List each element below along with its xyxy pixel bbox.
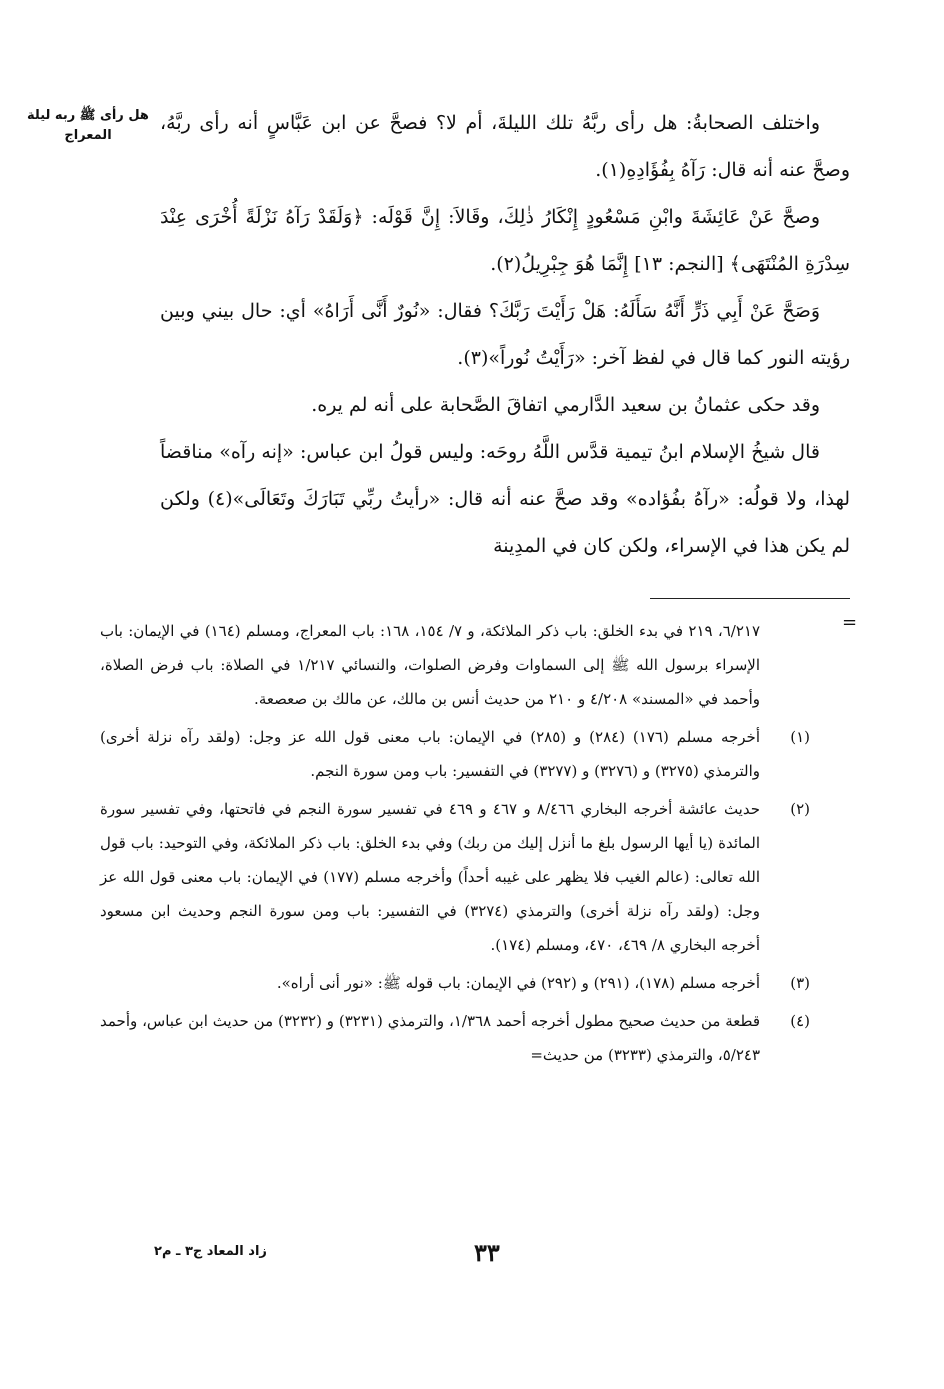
paragraph-2: وصحَّ عَنْ عَائِشَةَ وابْنِ مَسْعُودٍ إِنْكَارُ ذٰلِكَ، وقَالاَ: إِنَّ قَوْلَه: ﴿وَلَقَدْ رَآهُ نَزْلَةً أُخْرَى عِنْدَ سِدْرَةِ المُنْتَهَى﴾ [النجم: ١٣] إِنَّمَا هُوَ جِبْرِيلُ(٢). <box>160 206 850 275</box>
footnote-number: (٣) <box>790 974 810 992</box>
footnote-text: أخرجه مسلم (١٧٨)، (٢٩١) و (٢٩٢) في الإيمان: باب قوله ﷺ: «نور أنى أراه». <box>276 974 760 992</box>
footnote-number: (١) <box>790 728 810 746</box>
footnote-text: ٦/٢١٧، ٢١٩ في بدء الخلق: باب ذكر الملائكة، و ٧/ ١٥٤، ١٦٨: باب المعراج، ومسلم (١٦٤) في الإيمان: باب الإسراء برسول الله ﷺ إلى السماوات وفرض الصلوات، والنسائي ١/٢١٧ في الصلاة: باب فرض الصلاة، وأحمد في «المسند» ٤/٢٠٨ و ٢١٠ من حديث أنس بن مالك، عن مالك بن صعصعة. <box>100 622 761 708</box>
footnote-text: قطعة من حديث صحيح مطول أخرجه أحمد ١/٣٦٨، والترمذي (٣٢٣١) و (٣٢٣٢) من حديث ابن عباس، وأحمد ٥/٢٤٣، والترمذي (٣٢٣٣) من حديث= <box>100 1012 761 1064</box>
page-footer <box>150 1238 840 1278</box>
footnote-2 <box>100 792 810 962</box>
footnote-separator <box>650 598 850 599</box>
footnote-1 <box>100 720 810 788</box>
main-text <box>160 100 850 570</box>
footnotes <box>100 614 810 1076</box>
footnote-4 <box>100 1004 810 1072</box>
continuation-mark: = <box>842 612 858 633</box>
paragraph-4: وقد حكى عثمانُ بن سعيد الدَّارمي اتفاقَ الصَّحابة على أنه لم يره. <box>311 394 820 416</box>
footnote-number: (٢) <box>790 800 810 818</box>
footnote-number: (٤) <box>790 1012 810 1030</box>
footnote-text: حديث عائشة أخرجه البخاري ٨/٤٦٦ و ٤٦٧ و ٤٦٩ في تفسير سورة النجم في فاتحتها، وفي تفسير سورة المائدة (يا أيها الرسول بلغ ما أنزل إليك من ربك) وفي بدء الخلق: باب ذكر الملائكة، وفي التوحيد: باب قول الله تعالى: (عالم الغيب فلا يظهر على غيبه أحداً) وأخرجه مسلم (١٧٧) في الإيمان: باب معنى قول الله عز وجل: (ولقد رآه نزلة أخرى) والترمذي (٣٢٧٤) في التفسير: باب ومن سورة النجم وحديث ابن مسعود أخرجه البخاري ٨/ ٤٦٩، ٤٧٠، ومسلم (١٧٤). <box>100 800 761 954</box>
paragraph-5: قال شيخُ الإسلام ابنُ تيمية قدَّس اللَّهُ روحَه: وليس قولُ ابن عباس: «إنه رآه» مناقضاً لهذا، ولا قولُه: «رآهُ بفُؤاده» وقد صحَّ عنه أنه قال: «رأيتُ ربِّي تَبَارَكَ وتَعَالَى»(٤) ولكن لم يكن هذا في الإسراء، ولكن كان في المدِينة <box>160 441 850 557</box>
page-number: ٣٣ <box>474 1238 500 1267</box>
margin-note: هل رأى ﷺ ربه ليلة المعراج <box>27 108 149 143</box>
footnote-3 <box>100 966 810 1000</box>
footnote-continued <box>100 614 810 716</box>
paragraph-3: وَصَحَّ عَنْ أَبِي ذَرٍّ أَنَّهُ سَأَلَهُ: هَلْ رَأَيْتَ رَبَّكَ؟ فقال: «نُورٌ أَنَّى أَرَاهُ» أي: حال بيني وبين رؤيته النور كما قال في لفظ آخر: «رَأَيْتُ نُوراً»(٣). <box>160 300 850 369</box>
paragraph-1: واختلف الصحابةُ: هل رأى ربَّهُ تلك الليلةَ، أم لا؟ فصحَّ عن ابن عَبَّاسٍ أنه رأى ربَّهُ، وصحَّ عنه أنه قال: رَآهُ بِفُؤَادِهِ(١). <box>160 112 850 181</box>
footnote-number <box>760 614 810 716</box>
book-signature: زاد المعاد ج٣ ـ م٢ <box>154 1244 267 1259</box>
footnote-text: أخرجه مسلم (١٧٦) (٢٨٤) و (٢٨٥) في الإيمان: باب معنى قول الله عز وجل: (ولقد رآه نزلة أخرى) والترمذي (٣٢٧٥) و (٣٢٧٦) و (٣٢٧٧) في التفسير: باب ومن سورة النجم. <box>100 728 761 780</box>
